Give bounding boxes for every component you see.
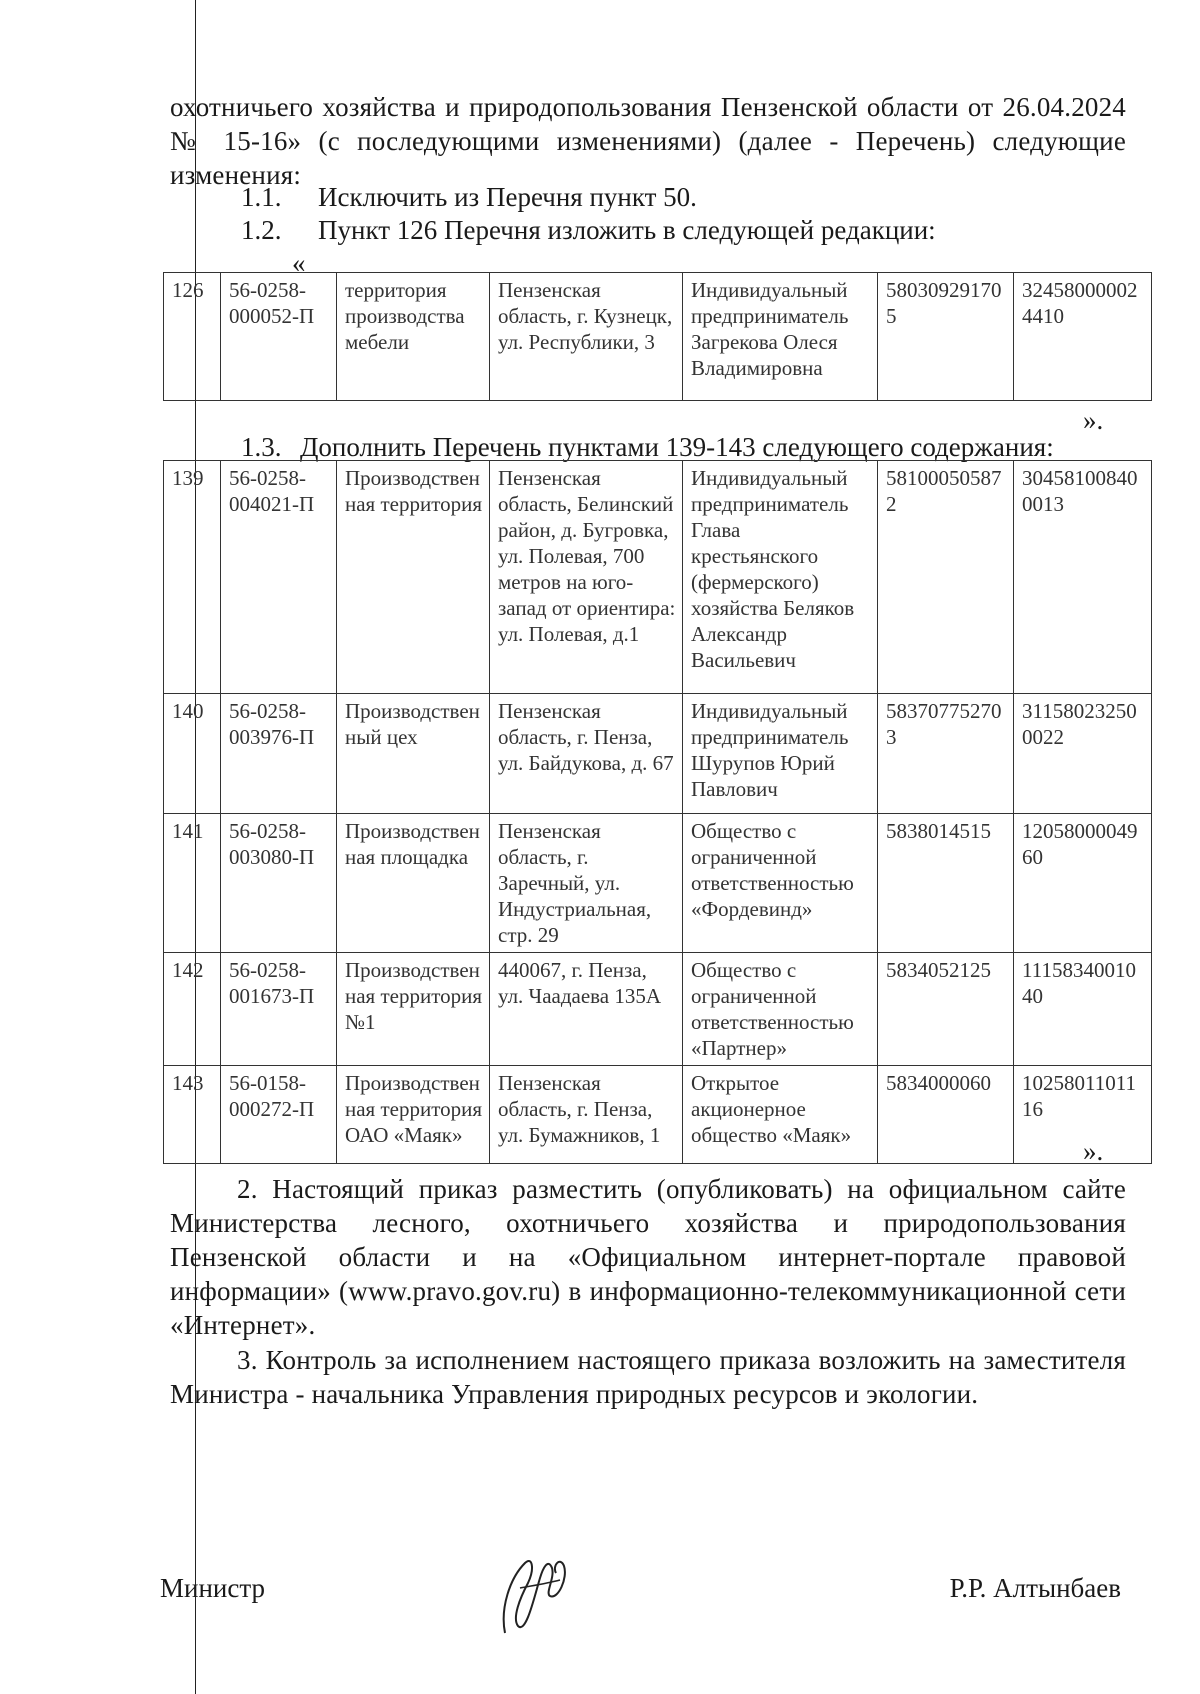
registry-code-cell: 56-0258-003976-П [221,694,337,814]
registry-code-cell: 56-0258-001673-П [221,953,337,1066]
row-number-cell: 139 [164,461,221,694]
row-number-cell: 126 [164,273,221,401]
signature-position: Министр [160,1573,265,1603]
item-text: Пункт 126 Перечня изложить в следующей редакции: [318,215,936,245]
row-number-cell: 143 [164,1066,221,1164]
ogrn-cell: 304581008400013 [1014,461,1152,694]
object-name-cell: Производственная территория ОАО «Маяк» [337,1066,490,1164]
registry-code-cell: 56-0258-003080-П [221,814,337,953]
close-quote-1: ». [1083,405,1104,435]
close-quote-2: ». [1083,1136,1104,1166]
ogrn-cell: 324580000024410 [1014,273,1152,401]
inn-cell: 5838014515 [878,814,1014,953]
registry-code-cell: 56-0258-004021-П [221,461,337,694]
table-body [164,461,1152,1164]
item-text: Исключить из Перечня пункт 50. [318,182,697,212]
object-name-cell: территория производства мебели [337,273,490,401]
table-row [164,461,1152,694]
table-item-126 [163,272,1152,401]
inn-cell: 5834052125 [878,953,1014,1066]
object-name-cell: Производственная территория [337,461,490,694]
registry-code-cell: 56-0258-000052-П [221,273,337,401]
table-row [164,953,1152,1066]
inn-cell: 5834000060 [878,1066,1014,1164]
inn-cell: 583707752703 [878,694,1014,814]
address-cell: Пензенская область, Белинский район, д. Бугровка, ул. Полевая, 700 метров на юго-запад от ориентира: ул. Полевая, д.1 [490,461,683,694]
ogrn-cell: 1205800004960 [1014,814,1152,953]
intro-paragraph: охотничьего хозяйства и природопользования Пензенской области от 26.04.2024 № 15-16» (с последующими изменениями) (далее - Перечень) следующие изменения: [170,92,1126,190]
address-cell: Пензенская область, г. Заречный, ул. Индустриальная, стр. 29 [490,814,683,953]
operator-cell: Общество с ограниченной ответственностью «Партнер» [683,953,878,1066]
handwritten-signature [490,1538,575,1648]
table-row [164,273,1152,401]
operator-cell: Открытое акционерное общество «Маяк» [683,1066,878,1164]
inn-cell: 581000505872 [878,461,1014,694]
object-name-cell: Производственная площадка [337,814,490,953]
registry-code-cell: 56-0158-000272-П [221,1066,337,1164]
item-text: Дополнить Перечень пунктами 139-143 следующего содержания: [300,432,1054,462]
ogrn-cell: 1025801101116 [1014,1066,1152,1164]
table-row [164,814,1152,953]
ogrn-cell: 1115834001040 [1014,953,1152,1066]
row-number-cell: 142 [164,953,221,1066]
table-body [164,273,1152,401]
signature-name: Р.Р. Алтынбаев [949,1573,1121,1603]
object-name-cell: Производственная территория №1 [337,953,490,1066]
ogrn-cell: 311580232500022 [1014,694,1152,814]
item-number: 1.2. [241,215,282,245]
paragraph-2: 2. Настоящий приказ разместить (опубликовать) на официальном сайте Министерства лесного, охотничьего хозяйства и природопользования Пензенской области и на «Официальном интернет-портале правовой информации» (www.pravo.gov.ru) в информационно-телекоммуникационной сети «Интернет». [170,1174,1126,1340]
operator-cell: Индивидуальный предприниматель Загрекова Олеся Владимировна [683,273,878,401]
table-items-139-143 [163,460,1152,1164]
operator-cell: Индивидуальный предприниматель Шурупов Юрий Павлович [683,694,878,814]
item-number: 1.3. [241,432,282,462]
inn-cell: 580309291705 [878,273,1014,401]
address-cell: Пензенская область, г. Пенза, ул. Бумажников, 1 [490,1066,683,1164]
address-cell: 440067, г. Пенза, ул. Чаадаева 135А [490,953,683,1066]
item-number: 1.1. [241,182,282,212]
open-quote: « [292,248,306,278]
operator-cell: Индивидуальный предприниматель Глава крестьянского (фермерского) хозяйства Беляков Александр Васильевич [683,461,878,694]
address-cell: Пензенская область, г. Кузнецк, ул. Республики, 3 [490,273,683,401]
table-row [164,694,1152,814]
row-number-cell: 140 [164,694,221,814]
row-number-cell: 141 [164,814,221,953]
operator-cell: Общество с ограниченной ответственностью «Фордевинд» [683,814,878,953]
table-row [164,1066,1152,1164]
address-cell: Пензенская область, г. Пенза, ул. Байдукова, д. 67 [490,694,683,814]
paragraph-3: 3. Контроль за исполнением настоящего приказа возложить на заместителя Министра - начальника Управления природных ресурсов и экологии. [170,1345,1126,1409]
object-name-cell: Производственный цех [337,694,490,814]
